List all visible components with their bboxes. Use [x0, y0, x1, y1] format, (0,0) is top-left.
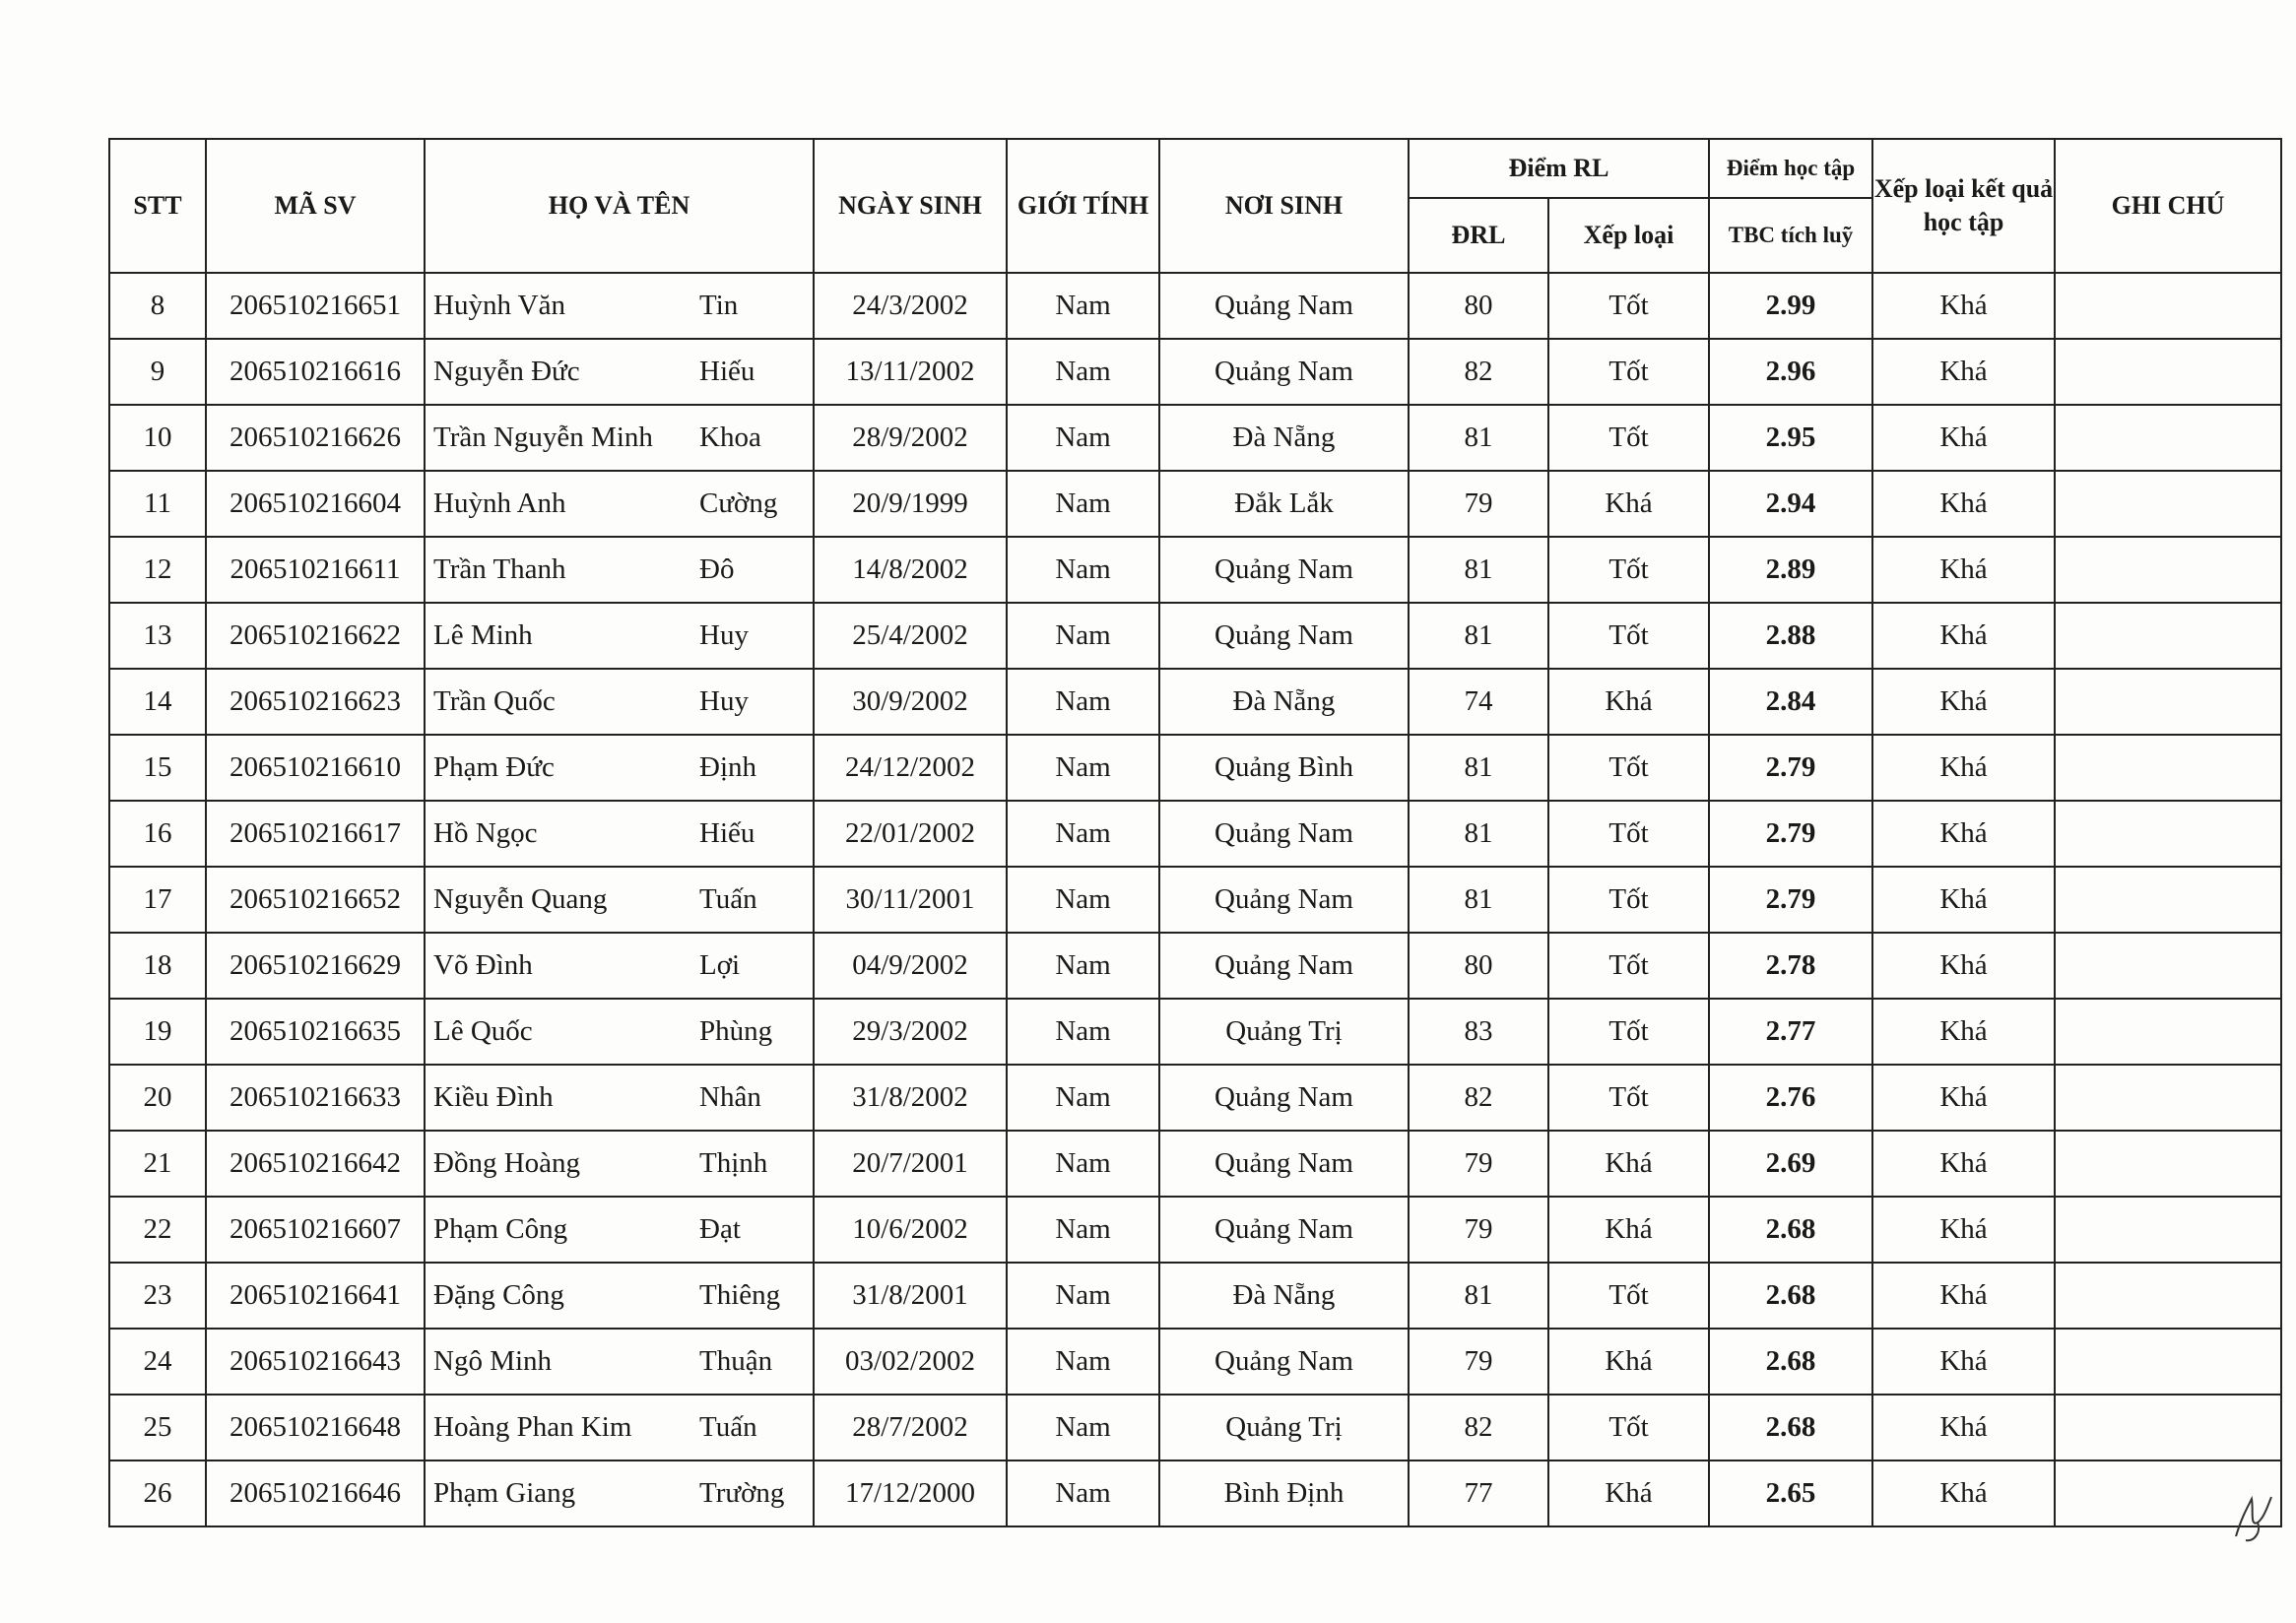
- cell-gioi-tinh: Nam: [1007, 603, 1159, 669]
- cell-xep-loai-rl: Tốt: [1548, 339, 1709, 405]
- cell-ghi-chu: [2055, 471, 2281, 537]
- cell-tbc: 2.79: [1709, 735, 1872, 801]
- cell-drl: 82: [1409, 1395, 1548, 1461]
- cell-stt: 14: [109, 669, 206, 735]
- cell-stt: 10: [109, 405, 206, 471]
- cell-drl: 80: [1409, 933, 1548, 999]
- cell-gioi-tinh: Nam: [1007, 537, 1159, 603]
- ho-dem-text: Kiều Đình: [433, 1081, 554, 1113]
- ho-dem-text: Nguyễn Đức: [433, 356, 580, 387]
- cell-xep-loai-rl: Tốt: [1548, 537, 1709, 603]
- cell-noi-sinh: Đắk Lắk: [1159, 471, 1409, 537]
- cell-ngay-sinh: 14/8/2002: [814, 537, 1007, 603]
- cell-tbc: 2.95: [1709, 405, 1872, 471]
- table-row: [109, 1395, 2281, 1461]
- cell-ho-ten: [425, 603, 814, 669]
- cell-stt: 17: [109, 867, 206, 933]
- ten-text: Đạt: [699, 1213, 741, 1245]
- ten-text: Tuấn: [699, 1411, 757, 1443]
- cell-ghi-chu: [2055, 1131, 2281, 1197]
- cell-xep-loai-rl: Khá: [1548, 1197, 1709, 1263]
- table-row: [109, 1131, 2281, 1197]
- cell-ho-ten: [425, 471, 814, 537]
- cell-noi-sinh: Quảng Nam: [1159, 1329, 1409, 1395]
- cell-noi-sinh: Quảng Bình: [1159, 735, 1409, 801]
- cell-tbc: 2.79: [1709, 801, 1872, 867]
- cell-drl: 82: [1409, 1065, 1548, 1131]
- cell-tbc: 2.96: [1709, 339, 1872, 405]
- cell-gioi-tinh: Nam: [1007, 405, 1159, 471]
- cell-noi-sinh: Quảng Nam: [1159, 603, 1409, 669]
- cell-xep-loai-rl: Tốt: [1548, 405, 1709, 471]
- cell-stt: 25: [109, 1395, 206, 1461]
- cell-ngay-sinh: 13/11/2002: [814, 339, 1007, 405]
- cell-ho-ten: [425, 339, 814, 405]
- ten-text: Thuận: [699, 1345, 773, 1377]
- cell-xep-loai-ht: Khá: [1872, 933, 2055, 999]
- cell-ghi-chu: [2055, 603, 2281, 669]
- cell-stt: 21: [109, 1131, 206, 1197]
- cell-tbc: 2.79: [1709, 867, 1872, 933]
- ten-text: Trường: [699, 1477, 785, 1509]
- cell-noi-sinh: Quảng Nam: [1159, 801, 1409, 867]
- ten-text: Lợi: [699, 949, 741, 981]
- cell-drl: 81: [1409, 405, 1548, 471]
- cell-ghi-chu: [2055, 537, 2281, 603]
- cell-ngay-sinh: 30/9/2002: [814, 669, 1007, 735]
- cell-noi-sinh: Bình Định: [1159, 1461, 1409, 1526]
- ten-text: Cường: [699, 487, 778, 519]
- cell-ma-sv: 206510216626: [206, 405, 425, 471]
- table-header: [109, 139, 2281, 273]
- table-row: [109, 405, 2281, 471]
- ten-text: Tuấn: [699, 883, 757, 915]
- cell-ho-ten: [425, 405, 814, 471]
- cell-stt: 8: [109, 273, 206, 339]
- cell-drl: 81: [1409, 867, 1548, 933]
- cell-noi-sinh: Quảng Nam: [1159, 339, 1409, 405]
- cell-xep-loai-rl: Tốt: [1548, 1395, 1709, 1461]
- cell-noi-sinh: Quảng Nam: [1159, 1065, 1409, 1131]
- cell-drl: 81: [1409, 603, 1548, 669]
- ten-text: Huy: [699, 685, 749, 717]
- cell-ma-sv: 206510216622: [206, 603, 425, 669]
- cell-ghi-chu: [2055, 801, 2281, 867]
- header-ngay-sinh: NGÀY SINH: [814, 139, 1007, 273]
- table-row: [109, 339, 2281, 405]
- cell-ghi-chu: [2055, 999, 2281, 1065]
- ho-dem-text: Huỳnh Văn: [433, 290, 565, 321]
- cell-ngay-sinh: 20/9/1999: [814, 471, 1007, 537]
- cell-stt: 16: [109, 801, 206, 867]
- cell-xep-loai-ht: Khá: [1872, 273, 2055, 339]
- cell-ngay-sinh: 20/7/2001: [814, 1131, 1007, 1197]
- header-xep-loai-kq: Xếp loại kết quả học tập: [1872, 139, 2055, 273]
- ten-text: Thịnh: [699, 1147, 768, 1179]
- cell-ngay-sinh: 04/9/2002: [814, 933, 1007, 999]
- cell-stt: 26: [109, 1461, 206, 1526]
- cell-drl: 77: [1409, 1461, 1548, 1526]
- header-tbc-tich-luy: TBC tích luỹ: [1709, 198, 1872, 273]
- cell-ho-ten: [425, 537, 814, 603]
- cell-gioi-tinh: Nam: [1007, 1065, 1159, 1131]
- cell-drl: 81: [1409, 735, 1548, 801]
- cell-noi-sinh: Đà Nẵng: [1159, 405, 1409, 471]
- ho-dem-text: Hoàng Phan Kim: [433, 1411, 632, 1443]
- cell-ngay-sinh: 03/02/2002: [814, 1329, 1007, 1395]
- cell-ngay-sinh: 24/3/2002: [814, 273, 1007, 339]
- cell-noi-sinh: Quảng Nam: [1159, 1197, 1409, 1263]
- cell-tbc: 2.94: [1709, 471, 1872, 537]
- cell-stt: 18: [109, 933, 206, 999]
- cell-tbc: 2.68: [1709, 1263, 1872, 1329]
- header-gioi-tinh: GIỚI TÍNH: [1007, 139, 1159, 273]
- cell-ho-ten: [425, 1065, 814, 1131]
- cell-xep-loai-rl: Tốt: [1548, 1065, 1709, 1131]
- ho-dem-text: Đồng Hoàng: [433, 1147, 581, 1179]
- cell-tbc: 2.68: [1709, 1197, 1872, 1263]
- cell-stt: 15: [109, 735, 206, 801]
- header-drl: ĐRL: [1409, 198, 1548, 273]
- cell-drl: 80: [1409, 273, 1548, 339]
- ho-dem-text: Đặng Công: [433, 1279, 564, 1311]
- table-row: [109, 1461, 2281, 1526]
- cell-xep-loai-ht: Khá: [1872, 801, 2055, 867]
- cell-ma-sv: 206510216642: [206, 1131, 425, 1197]
- cell-ho-ten: [425, 1395, 814, 1461]
- cell-gioi-tinh: Nam: [1007, 1131, 1159, 1197]
- cell-xep-loai-rl: Khá: [1548, 1131, 1709, 1197]
- cell-stt: 12: [109, 537, 206, 603]
- cell-gioi-tinh: Nam: [1007, 669, 1159, 735]
- cell-ghi-chu: [2055, 867, 2281, 933]
- cell-ghi-chu: [2055, 1197, 2281, 1263]
- cell-ma-sv: 206510216607: [206, 1197, 425, 1263]
- cell-xep-loai-ht: Khá: [1872, 1329, 2055, 1395]
- cell-xep-loai-rl: Tốt: [1548, 735, 1709, 801]
- cell-ho-ten: [425, 999, 814, 1065]
- cell-ngay-sinh: 24/12/2002: [814, 735, 1007, 801]
- cell-ghi-chu: [2055, 273, 2281, 339]
- header-diem-rl: Điểm RL: [1409, 139, 1709, 198]
- cell-ghi-chu: [2055, 735, 2281, 801]
- cell-gioi-tinh: Nam: [1007, 1197, 1159, 1263]
- ho-dem-text: Trần Quốc: [433, 685, 556, 717]
- cell-ho-ten: [425, 735, 814, 801]
- cell-ho-ten: [425, 1263, 814, 1329]
- ho-dem-text: Võ Đình: [433, 949, 533, 981]
- cell-ghi-chu: [2055, 1329, 2281, 1395]
- cell-noi-sinh: Quảng Nam: [1159, 273, 1409, 339]
- cell-ho-ten: [425, 933, 814, 999]
- student-results-table: [108, 138, 2282, 1527]
- cell-ma-sv: 206510216617: [206, 801, 425, 867]
- cell-tbc: 2.65: [1709, 1461, 1872, 1526]
- cell-ho-ten: [425, 867, 814, 933]
- cell-stt: 11: [109, 471, 206, 537]
- ho-dem-text: Phạm Công: [433, 1213, 568, 1245]
- table-row: [109, 1263, 2281, 1329]
- cell-ma-sv: 206510216648: [206, 1395, 425, 1461]
- table-row: [109, 669, 2281, 735]
- cell-stt: 23: [109, 1263, 206, 1329]
- cell-ma-sv: 206510216629: [206, 933, 425, 999]
- cell-xep-loai-ht: Khá: [1872, 867, 2055, 933]
- cell-gioi-tinh: Nam: [1007, 801, 1159, 867]
- cell-tbc: 2.68: [1709, 1329, 1872, 1395]
- table-row: [109, 1329, 2281, 1395]
- cell-ma-sv: 206510216646: [206, 1461, 425, 1526]
- cell-xep-loai-rl: Tốt: [1548, 273, 1709, 339]
- cell-xep-loai-rl: Tốt: [1548, 999, 1709, 1065]
- cell-tbc: 2.76: [1709, 1065, 1872, 1131]
- table-row: [109, 603, 2281, 669]
- cell-tbc: 2.78: [1709, 933, 1872, 999]
- cell-gioi-tinh: Nam: [1007, 273, 1159, 339]
- cell-ma-sv: 206510216635: [206, 999, 425, 1065]
- ten-text: Huy: [699, 619, 749, 651]
- cell-ho-ten: [425, 1131, 814, 1197]
- cell-tbc: 2.68: [1709, 1395, 1872, 1461]
- cell-xep-loai-ht: Khá: [1872, 1065, 2055, 1131]
- cell-drl: 81: [1409, 537, 1548, 603]
- table-row: [109, 1197, 2281, 1263]
- cell-ma-sv: 206510216643: [206, 1329, 425, 1395]
- table-row: [109, 801, 2281, 867]
- cell-ma-sv: 206510216604: [206, 471, 425, 537]
- cell-xep-loai-ht: Khá: [1872, 1197, 2055, 1263]
- table-row: [109, 999, 2281, 1065]
- header-ghi-chu: GHI CHÚ: [2055, 139, 2281, 273]
- cell-xep-loai-rl: Tốt: [1548, 933, 1709, 999]
- cell-noi-sinh: Quảng Nam: [1159, 867, 1409, 933]
- cell-ghi-chu: [2055, 339, 2281, 405]
- cell-ghi-chu: [2055, 1065, 2281, 1131]
- cell-stt: 19: [109, 999, 206, 1065]
- ho-dem-text: Trần Nguyễn Minh: [433, 422, 653, 453]
- ten-text: Định: [699, 751, 756, 783]
- cell-xep-loai-ht: Khá: [1872, 471, 2055, 537]
- cell-gioi-tinh: Nam: [1007, 471, 1159, 537]
- cell-ngay-sinh: 31/8/2001: [814, 1263, 1007, 1329]
- ten-text: Nhân: [699, 1081, 761, 1113]
- cell-ho-ten: [425, 669, 814, 735]
- cell-xep-loai-ht: Khá: [1872, 999, 2055, 1065]
- header-ho-ten: HỌ VÀ TÊN: [425, 139, 814, 273]
- cell-drl: 83: [1409, 999, 1548, 1065]
- cell-ho-ten: [425, 1197, 814, 1263]
- cell-drl: 79: [1409, 1197, 1548, 1263]
- cell-xep-loai-ht: Khá: [1872, 1263, 2055, 1329]
- ho-dem-text: Lê Quốc: [433, 1015, 533, 1047]
- cell-ngay-sinh: 29/3/2002: [814, 999, 1007, 1065]
- ho-dem-text: Ngô Minh: [433, 1345, 553, 1377]
- cell-ghi-chu: [2055, 1395, 2281, 1461]
- table-body: [109, 273, 2281, 1526]
- cell-drl: 79: [1409, 471, 1548, 537]
- cell-drl: 81: [1409, 801, 1548, 867]
- cell-noi-sinh: Quảng Trị: [1159, 999, 1409, 1065]
- table-row: [109, 273, 2281, 339]
- cell-drl: 79: [1409, 1329, 1548, 1395]
- cell-drl: 82: [1409, 339, 1548, 405]
- cell-noi-sinh: Quảng Nam: [1159, 933, 1409, 999]
- cell-drl: 79: [1409, 1131, 1548, 1197]
- ho-dem-text: Phạm Đức: [433, 751, 555, 783]
- ho-dem-text: Nguyễn Quang: [433, 883, 608, 915]
- cell-stt: 20: [109, 1065, 206, 1131]
- cell-xep-loai-rl: Tốt: [1548, 1263, 1709, 1329]
- header-xep-loai: Xếp loại: [1548, 198, 1709, 273]
- cell-xep-loai-rl: Tốt: [1548, 603, 1709, 669]
- cell-tbc: 2.89: [1709, 537, 1872, 603]
- header-diem-hoc-tap: Điểm học tập: [1709, 139, 1872, 198]
- cell-tbc: 2.99: [1709, 273, 1872, 339]
- cell-ngay-sinh: 22/01/2002: [814, 801, 1007, 867]
- cell-ngay-sinh: 10/6/2002: [814, 1197, 1007, 1263]
- ten-text: Hiếu: [699, 356, 755, 387]
- cell-ma-sv: 206510216610: [206, 735, 425, 801]
- cell-ma-sv: 206510216652: [206, 867, 425, 933]
- cell-xep-loai-ht: Khá: [1872, 735, 2055, 801]
- cell-xep-loai-ht: Khá: [1872, 1131, 2055, 1197]
- cell-gioi-tinh: Nam: [1007, 735, 1159, 801]
- cell-ngay-sinh: 28/9/2002: [814, 405, 1007, 471]
- ten-text: Đô: [699, 553, 735, 585]
- cell-stt: 22: [109, 1197, 206, 1263]
- cell-ma-sv: 206510216611: [206, 537, 425, 603]
- cell-ho-ten: [425, 1461, 814, 1526]
- cell-gioi-tinh: Nam: [1007, 1329, 1159, 1395]
- cell-ho-ten: [425, 1329, 814, 1395]
- cell-xep-loai-rl: Tốt: [1548, 801, 1709, 867]
- table-row: [109, 1065, 2281, 1131]
- header-stt: STT: [109, 139, 206, 273]
- table-row: [109, 537, 2281, 603]
- cell-ghi-chu: [2055, 405, 2281, 471]
- cell-gioi-tinh: Nam: [1007, 999, 1159, 1065]
- cell-stt: 9: [109, 339, 206, 405]
- table-row: [109, 933, 2281, 999]
- ten-text: Phùng: [699, 1015, 773, 1047]
- cell-stt: 24: [109, 1329, 206, 1395]
- cell-noi-sinh: Đà Nẵng: [1159, 669, 1409, 735]
- cell-gioi-tinh: Nam: [1007, 339, 1159, 405]
- cell-ma-sv: 206510216651: [206, 273, 425, 339]
- cell-drl: 81: [1409, 1263, 1548, 1329]
- ten-text: Hiếu: [699, 817, 755, 849]
- cell-gioi-tinh: Nam: [1007, 1395, 1159, 1461]
- table-row: [109, 471, 2281, 537]
- header-noi-sinh: NƠI SINH: [1159, 139, 1409, 273]
- cell-xep-loai-rl: Khá: [1548, 1461, 1709, 1526]
- cell-xep-loai-rl: Khá: [1548, 471, 1709, 537]
- cell-tbc: 2.77: [1709, 999, 1872, 1065]
- cell-xep-loai-ht: Khá: [1872, 339, 2055, 405]
- cell-xep-loai-ht: Khá: [1872, 603, 2055, 669]
- cell-tbc: 2.88: [1709, 603, 1872, 669]
- cell-xep-loai-rl: Tốt: [1548, 867, 1709, 933]
- cell-xep-loai-ht: Khá: [1872, 537, 2055, 603]
- table-row: [109, 735, 2281, 801]
- ho-dem-text: Trần Thanh: [433, 553, 566, 585]
- ho-dem-text: Phạm Giang: [433, 1477, 576, 1509]
- cell-ghi-chu: [2055, 1263, 2281, 1329]
- ten-text: Thiêng: [699, 1279, 781, 1311]
- ho-dem-text: Lê Minh: [433, 619, 533, 651]
- ho-dem-text: Huỳnh Anh: [433, 487, 566, 519]
- table-row: [109, 867, 2281, 933]
- cell-ghi-chu: [2055, 669, 2281, 735]
- cell-noi-sinh: Quảng Nam: [1159, 1131, 1409, 1197]
- cell-gioi-tinh: Nam: [1007, 933, 1159, 999]
- cell-ngay-sinh: 31/8/2002: [814, 1065, 1007, 1131]
- cell-ma-sv: 206510216623: [206, 669, 425, 735]
- cell-ma-sv: 206510216616: [206, 339, 425, 405]
- ho-dem-text: Hồ Ngọc: [433, 817, 538, 849]
- cell-gioi-tinh: Nam: [1007, 1263, 1159, 1329]
- cell-tbc: 2.84: [1709, 669, 1872, 735]
- cell-stt: 13: [109, 603, 206, 669]
- cell-xep-loai-ht: Khá: [1872, 1395, 2055, 1461]
- signature-mark: [2228, 1487, 2277, 1546]
- cell-ho-ten: [425, 273, 814, 339]
- cell-xep-loai-ht: Khá: [1872, 669, 2055, 735]
- cell-ma-sv: 206510216641: [206, 1263, 425, 1329]
- ten-text: Khoa: [699, 422, 761, 453]
- cell-ngay-sinh: 17/12/2000: [814, 1461, 1007, 1526]
- cell-gioi-tinh: Nam: [1007, 867, 1159, 933]
- cell-ghi-chu: [2055, 933, 2281, 999]
- header-ma-sv: MÃ SV: [206, 139, 425, 273]
- cell-xep-loai-rl: Khá: [1548, 669, 1709, 735]
- cell-xep-loai-ht: Khá: [1872, 405, 2055, 471]
- ten-text: Tin: [699, 290, 739, 321]
- cell-tbc: 2.69: [1709, 1131, 1872, 1197]
- cell-drl: 74: [1409, 669, 1548, 735]
- cell-noi-sinh: Quảng Trị: [1159, 1395, 1409, 1461]
- cell-ma-sv: 206510216633: [206, 1065, 425, 1131]
- cell-ngay-sinh: 28/7/2002: [814, 1395, 1007, 1461]
- cell-ngay-sinh: 30/11/2001: [814, 867, 1007, 933]
- cell-noi-sinh: Quảng Nam: [1159, 537, 1409, 603]
- cell-xep-loai-ht: Khá: [1872, 1461, 2055, 1526]
- cell-noi-sinh: Đà Nẵng: [1159, 1263, 1409, 1329]
- cell-ngay-sinh: 25/4/2002: [814, 603, 1007, 669]
- cell-xep-loai-rl: Khá: [1548, 1329, 1709, 1395]
- cell-gioi-tinh: Nam: [1007, 1461, 1159, 1526]
- cell-ho-ten: [425, 801, 814, 867]
